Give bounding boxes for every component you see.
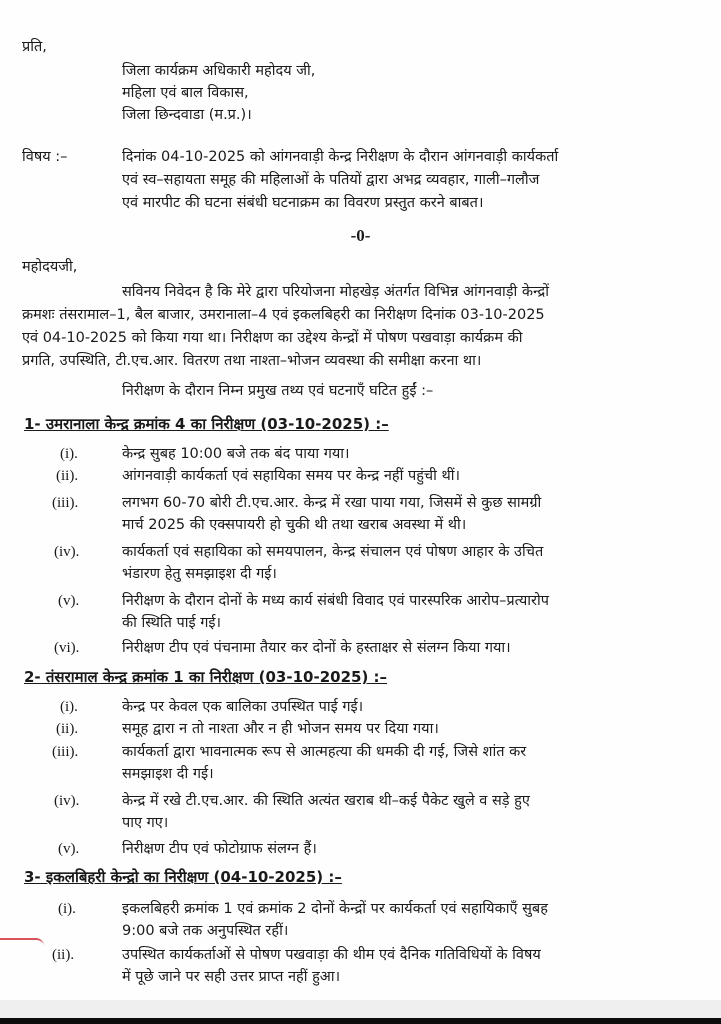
- list-item: आंगनवाड़ी कार्यकर्ता एवं सहायिका समय पर केन्द्र नहीं पहुंची थीं।: [122, 468, 460, 484]
- intro-line-4: प्रगति, उपस्थिति, टी.एच.आर. वितरण तथा नाश्ता–भोजन व्यवस्था की समीक्षा करना था।: [22, 353, 482, 369]
- item-number: (iv).: [54, 793, 80, 809]
- list-item: कार्यकर्ता एवं सहायिका को समयपालन, केन्द्र संचालन एवं पोषण आहार के उचित: [122, 544, 544, 560]
- list-item: केन्द्र पर केवल एक बालिका उपस्थित पाई गई।: [122, 699, 364, 715]
- subject-line-1: दिनांक 04-10-2025 को आंगनवाड़ी केन्द्र निरीक्षण के दौरान आंगनवाड़ी कार्यकर्ता: [122, 149, 559, 165]
- item-number: (iii).: [52, 744, 79, 760]
- salutation: महोदयजी,: [22, 259, 78, 275]
- item-number: (v).: [58, 841, 80, 857]
- list-item: उपस्थित कार्यकर्ताओं से पोषण पखवाड़ा की थीम एवं दैनिक गतिविधियों के विषय: [122, 947, 541, 963]
- intro-line-1: सविनय निवेदन है कि मेरे द्वारा परियोजना मोहखेड़ अंतर्गत विभिन्न आंगनवाड़ी केन्द्रों: [122, 284, 549, 300]
- item-number: (ii).: [56, 468, 79, 484]
- list-item: लगभग 60-70 बोरी टी.एच.आर. केन्द्र में रखा पाया गया, जिसमें से कुछ सामग्री: [122, 495, 542, 511]
- item-number: (i).: [60, 699, 78, 715]
- list-item: कार्यकर्ता द्वारा भावनात्मक रूप से आत्महत्या की धमकी दी गई, जिसे शांत कर: [122, 744, 527, 760]
- pen-underline-mark: [0, 938, 44, 946]
- list-item-continued: में पूछे जाने पर सही उत्तर प्राप्त नहीं हुआ।: [122, 969, 341, 985]
- separator: -0-: [350, 226, 371, 245]
- item-number: (iii).: [52, 495, 79, 511]
- section-1-heading: 1- उमरानाला केन्द्र क्रमांक 4 का निरीक्षण (03-10-2025) :–: [24, 415, 389, 433]
- section-3-heading: 3- इकलबिहरी केन्द्रो का निरीक्षण (04-10-2025) :–: [24, 868, 342, 886]
- list-item: समूह द्वारा न तो नाश्ता और न ही भोजन समय पर दिया गया।: [122, 721, 439, 737]
- facts-intro: निरीक्षण के दौरान निम्न प्रमुख तथ्य एवं घटनाएँ घटित हुईं :–: [122, 383, 434, 399]
- list-item-continued: समझाइश दी गई।: [122, 766, 214, 782]
- list-item: केन्द्र में रखे टी.एच.आर. की स्थिति अत्यंत खराब थी–कई पैकेट खुले व सड़े हुए: [122, 793, 530, 809]
- list-item: इकलबिहरी क्रमांक 1 एवं क्रमांक 2 दोनों केन्द्रों पर कार्यकर्ता एवं सहायिकाएँ सुबह: [122, 901, 548, 917]
- list-item: निरीक्षण टीप एवं पंचनामा तैयार कर दोनों के हस्ताक्षर से संलग्न किया गया।: [122, 640, 511, 656]
- list-item-continued: की स्थिति पाई गई।: [122, 615, 221, 631]
- list-item-continued: 9:00 बजे तक अनुपस्थित रहीं।: [122, 923, 289, 939]
- to-label: प्रति,: [22, 39, 47, 55]
- list-item-continued: मार्च 2025 की एक्सपायरी हो चुकी थी तथा खराब अवस्था में थी।: [122, 517, 467, 533]
- subject-label: विषय :–: [22, 149, 68, 165]
- subject-line-3: एवं मारपीट की घटना संबंधी घटनाक्रम का विवरण प्रस्तुत करने बाबत।: [122, 195, 484, 211]
- address-line-2: महिला एवं बाल विकास,: [122, 85, 249, 101]
- list-item-continued: भंडारण हेतु समझाइश दी गई।: [122, 566, 277, 582]
- page-bottom-margin: [0, 1000, 721, 1018]
- item-number: (v).: [58, 593, 80, 609]
- intro-line-2: क्रमशः तंसरामाल–1, बैल बाजार, उमरानाला–4 एवं इकलबिहरी का निरीक्षण दिनांक 03-10-2025: [22, 307, 545, 323]
- screen-bottom-edge: [0, 1018, 721, 1024]
- item-number: (iv).: [54, 544, 80, 560]
- item-number: (i).: [58, 901, 76, 917]
- item-number: (ii).: [52, 947, 75, 963]
- address-line-3: जिला छिन्दवाडा (म.प्र.)।: [122, 107, 252, 123]
- intro-line-3: एवं 04-10-2025 को किया गया था। निरीक्षण का उद्देश्य केन्द्रों में पोषण पखवाड़ा कार्यक्रम की: [22, 330, 523, 346]
- item-number: (vi).: [54, 640, 80, 656]
- item-number: (i).: [60, 446, 78, 462]
- list-item: निरीक्षण के दौरान दोनों के मध्य कार्य संबंधी विवाद एवं पारस्परिक आरोप–प्रत्यारोप: [122, 593, 549, 609]
- address-line-1: जिला कार्यक्रम अधिकारी महोदय जी,: [122, 63, 316, 79]
- list-item-continued: पाए गए।: [122, 815, 169, 831]
- section-2-heading: 2- तंसरामाल केन्द्र क्रमांक 1 का निरीक्षण (03-10-2025) :–: [24, 668, 388, 686]
- item-number: (ii).: [56, 721, 79, 737]
- subject-line-2: एवं स्व–सहायता समूह की महिलाओं के पतियों द्वारा अभद्र व्यवहार, गाली–गलौज: [122, 172, 540, 188]
- list-item: केन्द्र सुबह 10:00 बजे तक बंद पाया गया।: [122, 446, 350, 462]
- list-item: निरीक्षण टीप एवं फोटोग्राफ संलग्न हैं।: [122, 841, 317, 857]
